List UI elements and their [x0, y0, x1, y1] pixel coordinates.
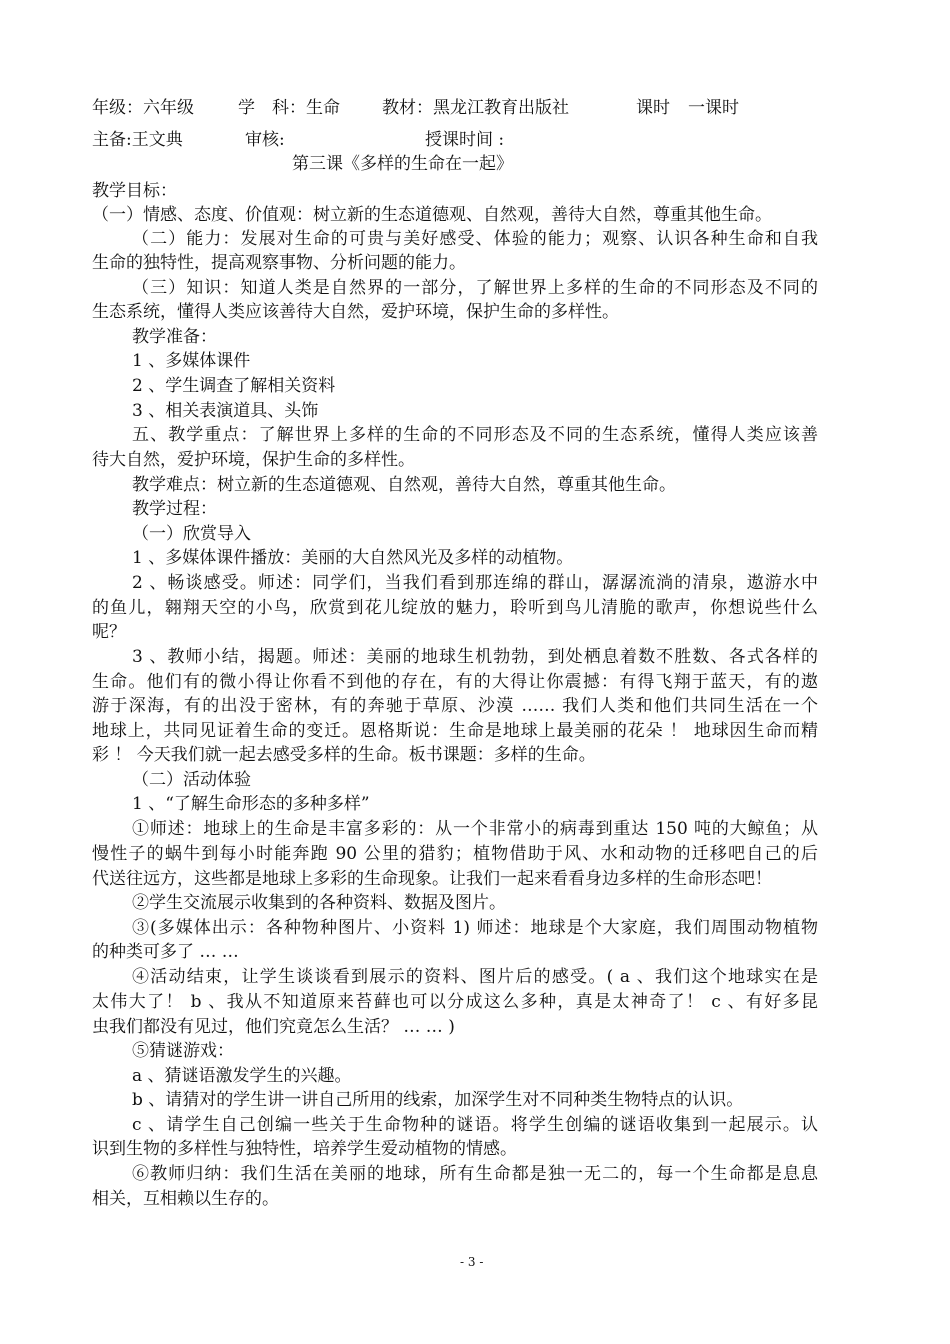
text-line: 的鱼儿，翱翔天空的小鸟，欣赏到花儿绽放的魅力，聆听到鸟儿清脆的歌声，你想说些什么	[92, 598, 818, 618]
text-line: 1 、“了解生命形态的多种多样”	[132, 794, 370, 814]
text-line: （二）能力：发展对生命的可贵与美好感受、体验的能力；观察、认识各种生命和自我	[132, 229, 818, 249]
text-line: 五、教学重点：了解世界上多样的生命的不同形态及不同的生态系统，懂得人类应该善	[132, 425, 818, 445]
text-line: 代送往远方，这些都是地球上多彩的生命现象。让我们一起来看看身边多样的生命形态吧！	[92, 869, 772, 889]
text-line: 3 、相关表演道具、头饰	[132, 401, 319, 421]
grade-field: 年级：六年级	[92, 98, 194, 118]
header-row-1	[92, 96, 739, 120]
text-line: 虫我们都没有见过，他们究竟怎么生活？ … … )	[92, 1017, 455, 1037]
text-line: 1 、多媒体课件播放：美丽的大自然风光及多样的动植物。	[132, 548, 574, 568]
text-line: ③(多媒体出示：各种物种图片、小资料 1) 师述：地球是个大家庭，我们周围动物植物	[132, 918, 818, 938]
text-line: c 、请学生自己创编一些关于生命物种的谜语。将学生创编的谜语收集到一起展示。认	[132, 1115, 818, 1135]
lead-teacher-field: 主备:王文典	[92, 130, 183, 150]
text-line: 相关，互相赖以生存的。	[92, 1189, 279, 1209]
text-line: 识到生物的多样性与独特性，培养学生爱动植物的情感。	[92, 1139, 517, 1159]
text-line: 教学过程：	[132, 499, 217, 519]
class-time-field: 授课时间 :	[425, 130, 505, 150]
page-number: - 3 -	[460, 1255, 484, 1269]
text-line: 教学目标：	[92, 181, 177, 201]
text-line: 教学准备：	[132, 327, 217, 347]
text-line: 呢？	[92, 622, 126, 642]
text-line: （一）欣赏导入	[132, 524, 251, 544]
text-line: ①师述：地球上的生命是丰富多彩的：从一个非常小的病毒到重达 150 吨的大鲸鱼；从	[132, 819, 818, 839]
text-line: 游于深海，有的出没于密林，有的奔驰于草原、沙漠 …… 我们人类和他们共同生活在一个	[92, 696, 818, 716]
text-line: 3 、教师小结，揭题。师述：美丽的地球生机勃勃，到处栖息着数不胜数、各式各样的	[132, 647, 818, 667]
period-label: 课时	[636, 98, 670, 118]
text-line: 慢性子的蜗牛到每小时能奔跑 90 公里的猎豹；植物借助于风、水和动物的迁移吧自己的后	[92, 844, 818, 864]
text-line: 生命。他们有的微小得让你看不到他的存在，有的大得让你震撼：有得飞翔于蓝天，有的遨	[92, 672, 818, 692]
text-line: ②学生交流展示收集到的各种资料、数据及图片。	[132, 893, 506, 913]
textbook-field: 教材：黑龙江教育出版社	[382, 98, 569, 118]
text-line: b 、请猜对的学生讲一讲自己所用的线索，加深学生对不同种类生物特点的认识。	[132, 1090, 744, 1110]
text-line: 2 、畅谈感受。师述：同学们，当我们看到那连绵的群山，潺潺流淌的清泉，遨游水中	[132, 573, 818, 593]
lesson-title: 第三课《多样的生命在一起》	[292, 154, 513, 174]
text-line: ④活动结束，让学生谈谈看到展示的资料、图片后的感受。( a 、我们这个地球实在是	[132, 967, 818, 987]
text-line: 太伟大了！ b 、我从不知道原来苔藓也可以分成这么多种，真是太神奇了！ c 、有好多昆	[92, 992, 818, 1012]
text-line: 生态系统，懂得人类应该善待大自然，爱护环境，保护生命的多样性。	[92, 302, 619, 322]
text-line: 教学难点：树立新的生态道德观、自然观，善待大自然，尊重其他生命。	[132, 475, 676, 495]
text-line: a 、猜谜语激发学生的兴趣。	[132, 1066, 352, 1086]
text-line: 彩 ！ 今天我们就一起去感受多样的生命。板书课题：多样的生命。	[92, 745, 596, 765]
text-line: 生命的独特性，提高观察事物、分析问题的能力。	[92, 253, 466, 273]
period-value: 一课时	[688, 98, 739, 118]
text-line: （一）情感、态度、价值观：树立新的生态道德观、自然观，善待大自然，尊重其他生命。	[92, 205, 772, 225]
text-line: 地球上，共同见证着生命的变迁。恩格斯说：生命是地球上最美丽的花朵 ！ 地球因生命而精	[92, 721, 818, 741]
text-line: 的种类可多了 … …	[92, 942, 239, 962]
subject-field: 学 科：生命	[238, 98, 340, 118]
text-line: 2 、学生调查了解相关资料	[132, 376, 336, 396]
text-line: 1 、多媒体课件	[132, 351, 251, 371]
text-line: ⑥教师归纳：我们生活在美丽的地球，所有生命都是独一无二的，每一个生命都是息息	[132, 1164, 818, 1184]
text-line: （二）活动体验	[132, 770, 251, 790]
text-line: ⑤猜谜游戏：	[132, 1041, 234, 1061]
text-line: 待大自然，爱护环境，保护生命的多样性。	[92, 450, 415, 470]
header-row-2	[92, 128, 504, 152]
review-field: 审核:	[245, 130, 285, 150]
text-line: （三）知识：知道人类是自然界的一部分，了解世界上多样的生命的不同形态及不同的	[132, 278, 818, 298]
